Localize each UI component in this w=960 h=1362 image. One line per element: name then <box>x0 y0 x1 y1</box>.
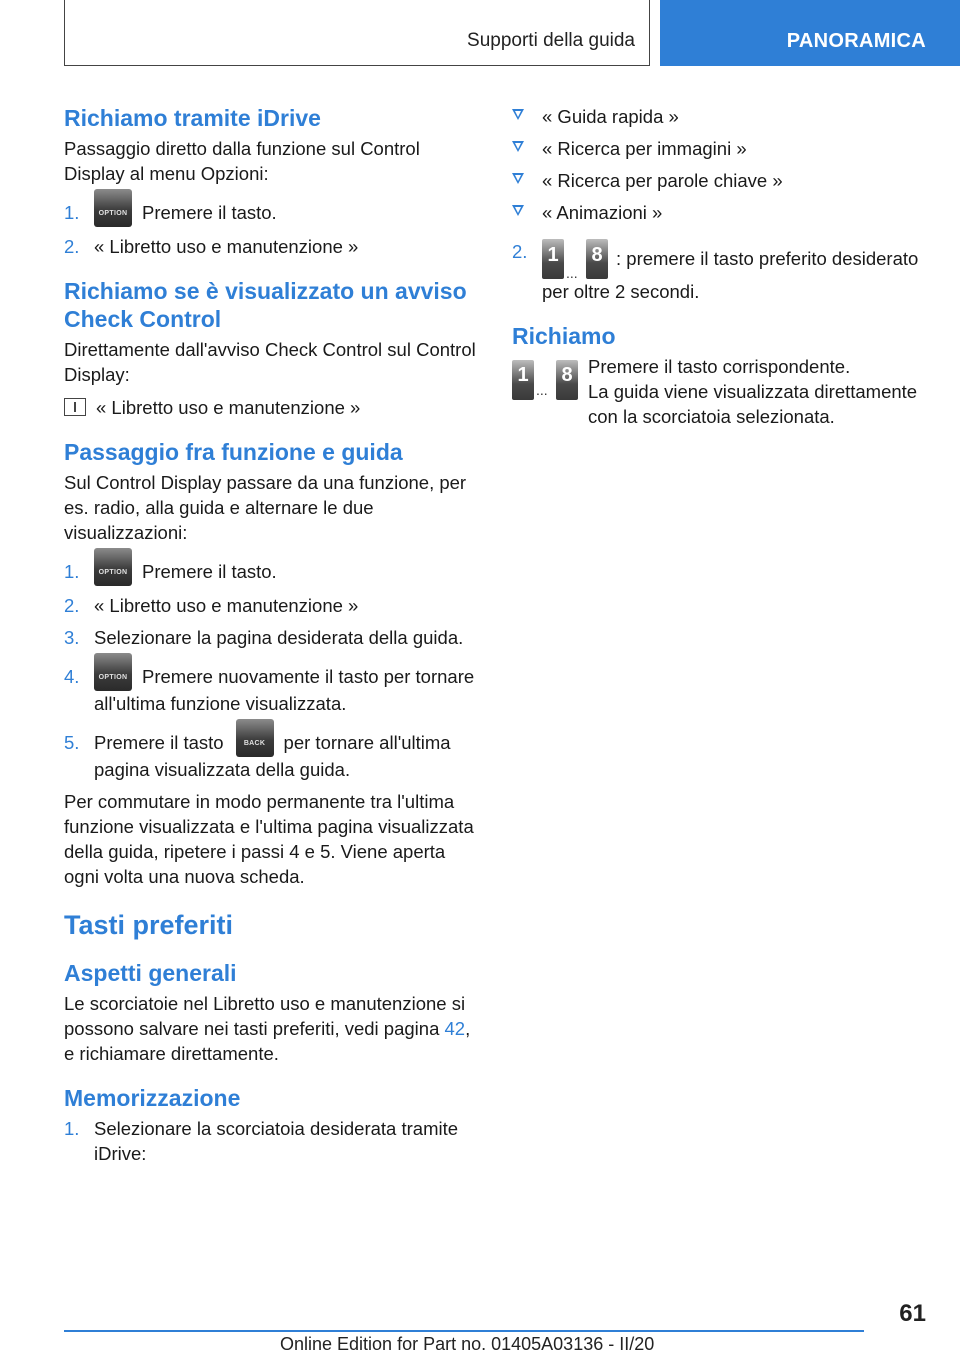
favorite-keys-icon: 1 ... 8 <box>542 239 608 279</box>
step-text: Premere il tasto. <box>142 202 277 223</box>
check-control-line: « Libretto uso e manutenzione » <box>64 395 480 420</box>
header-chapter-tab[interactable] <box>660 0 960 66</box>
list-item: 2. 1 ... 8 : premere il tasto preferito desiderato per oltre 2 secondi. <box>512 241 919 302</box>
triangle-bullet-icon <box>512 173 524 184</box>
heading-check-control: Richiamo se è visualizzato un avviso Check Control <box>64 278 467 332</box>
header-section-title: Supporti della guida <box>467 30 635 51</box>
step-text: « Libretto uso e manutenzione » <box>94 236 359 257</box>
recall-block: 1 ... 8 Premere il tasto corrispondente. La guida viene visualizzata direttamente con la scorciatoia selezionata. <box>512 354 932 429</box>
list-item: « Ricerca per parole chiave » <box>512 168 932 193</box>
heading-memorize: Memorizzazione <box>64 1085 241 1111</box>
right-column <box>512 100 932 429</box>
list-item <box>64 234 480 259</box>
text-switch: Sul Control Display passare da una funzione, per es. radio, alla guida e alternare le due visualizzazioni: <box>64 472 467 543</box>
list-item: 4. OPTION Premere nuovamente il tasto per tornare all'ultima funzione visualizzata. <box>64 664 480 716</box>
steps-memorize <box>64 1116 480 1166</box>
left-column <box>64 100 480 1173</box>
steps-memorize-cont <box>512 239 932 304</box>
step-number: 2. <box>64 236 80 257</box>
steps-switch <box>64 559 480 782</box>
list-item: 3. Selezionare la pagina desiderata della guida. <box>64 627 464 648</box>
option-button-icon: OPTION <box>94 189 132 227</box>
list-item: « Ricerca per immagini » <box>512 136 932 161</box>
steps-idrive <box>64 200 480 259</box>
heading-general: Aspetti generali <box>64 960 237 986</box>
list-item: 1. Selezionare la scorciatoia desiderata tramite iDrive: <box>64 1118 459 1164</box>
footer-edition: Online Edition for Part no. 01405A03136 - II/20 <box>280 1334 655 1354</box>
step-number: 1. <box>64 202 80 223</box>
text-general: Le scorciatoie nel Libretto uso e manutenzione si possono salvare nei tasti preferiti, vedi pagina 42, e richiamare direttamente. <box>64 993 471 1064</box>
heading-recall: Richiamo <box>512 323 616 349</box>
list-item: « Guida rapida » <box>512 104 932 129</box>
heading-switch: Passaggio fra funzione e guida <box>64 439 403 465</box>
triangle-bullet-icon <box>512 141 524 152</box>
header-chapter-label: PANORAMICA <box>786 30 926 52</box>
footer-divider <box>64 1330 864 1332</box>
switch-note: Per commutare in modo permanente tra l'ultima funzione visualizzata e l'ultima pagina visualizzata della guida, ripetere i passi 4 e 5. Viene aperta ogni volta una nuova scheda. <box>64 791 474 887</box>
heading-favorites: Tasti preferiti <box>64 910 234 940</box>
triangle-bullet-icon <box>512 205 524 216</box>
text-check-control: Direttamente dall'avviso Check Control sul Control Display: <box>64 339 476 385</box>
header-section-box <box>64 0 650 66</box>
page-link[interactable]: 42 <box>444 1018 466 1039</box>
option-button-icon: OPTION <box>94 653 132 691</box>
list-item: « Animazioni » <box>512 200 932 225</box>
triangle-bullet-icon <box>512 109 524 120</box>
page-number: 61 <box>899 1300 926 1327</box>
list-item: 1. OPTION Premere il tasto. <box>64 559 480 586</box>
heading-idrive: Richiamo tramite iDrive <box>64 105 321 131</box>
shortcut-bullets <box>512 104 932 225</box>
text-idrive: Passaggio diretto dalla funzione sul Control Display al menu Opzioni: <box>64 138 420 184</box>
list-item: 5. Premere il tasto BACK per tornare all'ultima pagina visualizzata della guida. <box>64 730 480 782</box>
option-button-icon: OPTION <box>94 548 132 586</box>
list-item: 2. « Libretto uso e manutenzione » <box>64 595 359 616</box>
manual-book-icon <box>64 398 86 416</box>
favorite-keys-icon: 1 ... 8 <box>512 360 578 400</box>
list-item <box>64 200 480 227</box>
back-button-icon: BACK <box>236 719 274 757</box>
